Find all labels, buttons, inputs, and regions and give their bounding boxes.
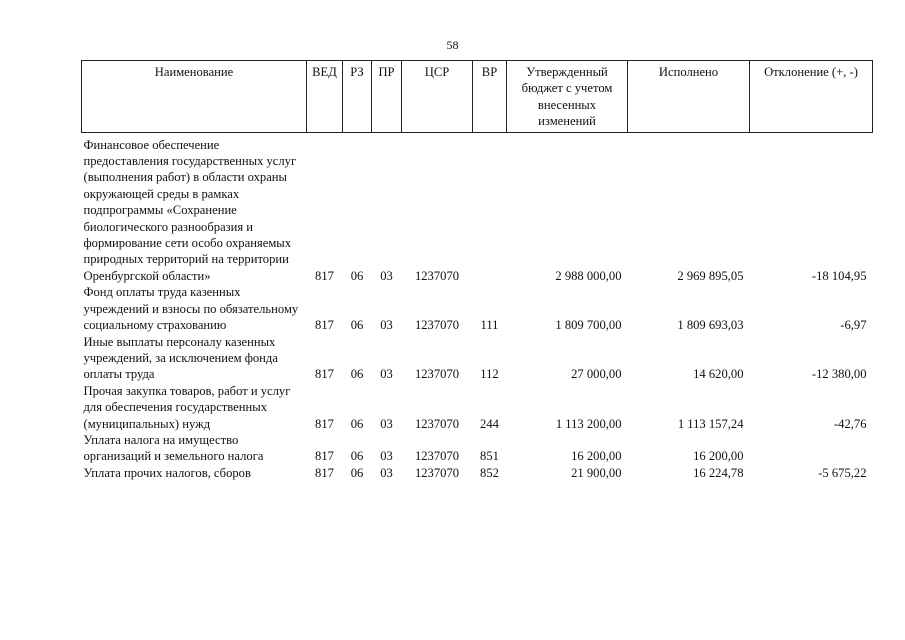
col-header-executed: Исполнено: [628, 61, 750, 133]
row-vr: 111: [480, 318, 499, 333]
row-approved: 1 809 700,00: [555, 318, 622, 333]
row-csr: 1237070: [414, 367, 460, 382]
row-executed: 16 200,00: [693, 449, 744, 464]
row-rz: 06: [350, 268, 364, 283]
row-vr: 852: [480, 465, 499, 480]
row-vr: 851: [480, 449, 499, 464]
table-row: [82, 137, 873, 285]
row-name: Иные выплаты персоналу казенных учреждений, за исключением фонда оплаты труда: [83, 334, 278, 382]
table-row: [82, 432, 873, 465]
row-approved: 27 000,00: [571, 367, 622, 382]
col-header-ved: ВЕД: [307, 61, 343, 133]
row-pr: 03: [380, 449, 393, 464]
row-executed: 16 224,78: [693, 465, 744, 480]
row-ved: 817: [315, 367, 334, 382]
table-body: [82, 132, 873, 481]
row-name: Уплата налога на имущество организаций и земельного налога: [83, 432, 264, 464]
row-rz: 06: [350, 465, 364, 480]
row-csr: 1237070: [414, 449, 460, 464]
row-approved: 1 113 200,00: [555, 416, 622, 431]
row-rz: 06: [350, 367, 364, 382]
row-rz: 06: [350, 416, 364, 431]
row-rz: 06: [350, 318, 364, 333]
row-deviation: -18 104,95: [811, 268, 867, 283]
col-header-name: Наименование: [82, 61, 307, 133]
col-header-pr: ПР: [372, 61, 402, 133]
page-number: 58: [446, 38, 459, 52]
row-approved: 16 200,00: [571, 449, 622, 464]
row-ved: 817: [315, 318, 334, 333]
row-csr: 1237070: [414, 268, 460, 283]
row-executed: 14 620,00: [693, 367, 744, 382]
row-ved: 817: [315, 268, 334, 283]
table-row: [82, 334, 873, 383]
row-ved: 817: [315, 416, 334, 431]
table-row: [82, 284, 873, 333]
row-ved: 817: [315, 449, 334, 464]
row-approved: 2 988 000,00: [555, 268, 622, 283]
row-csr: 1237070: [414, 465, 460, 480]
row-csr: 1237070: [414, 416, 460, 431]
row-deviation: [750, 432, 873, 465]
row-vr: 244: [480, 416, 499, 431]
col-header-rz: РЗ: [343, 61, 372, 133]
col-header-deviation: Отклонение (+, -): [750, 61, 873, 133]
row-approved: 21 900,00: [571, 465, 622, 480]
col-header-csr: ЦСР: [402, 61, 473, 133]
row-pr: 03: [380, 416, 393, 431]
row-name: Фонд оплаты труда казенных учреждений и взносы по обязательному социальному страхованию: [83, 285, 299, 333]
row-pr: 03: [380, 367, 393, 382]
row-name: Финансовое обеспечение предоставления государственных услуг (выполнения работ) в области охраны окружающей среды в рамках подпрограммы «Сохранение биологического разнообразия и формирование сети особо охраняемых природных территорий на территории Оренбургской области»: [83, 137, 297, 283]
table-row: [82, 465, 873, 481]
row-rz: 06: [350, 449, 364, 464]
row-executed: 1 809 693,03: [677, 318, 744, 333]
budget-table: [81, 60, 873, 481]
row-deviation: -6,97: [840, 318, 867, 333]
row-name: Прочая закупка товаров, работ и услуг для обеспечения государственных (муниципальных) нужд: [83, 383, 291, 431]
row-deviation: -12 380,00: [811, 367, 867, 382]
row-deviation: -5 675,22: [818, 465, 867, 480]
col-header-approved: Утвержденный бюджет с учетом внесенных изменений: [507, 61, 628, 133]
row-name: Уплата прочих налогов, сборов: [83, 465, 251, 480]
row-deviation: -42,76: [833, 416, 867, 431]
row-vr: [473, 137, 507, 285]
table-header: [82, 61, 873, 133]
row-vr: 112: [480, 367, 499, 382]
row-ved: 817: [315, 465, 334, 480]
row-pr: 03: [380, 268, 393, 283]
table-row: [82, 383, 873, 432]
row-executed: 1 113 157,24: [677, 416, 744, 431]
col-header-vr: ВР: [473, 61, 507, 133]
row-executed: 2 969 895,05: [677, 268, 744, 283]
row-csr: 1237070: [414, 318, 460, 333]
row-pr: 03: [380, 465, 393, 480]
row-pr: 03: [380, 318, 393, 333]
